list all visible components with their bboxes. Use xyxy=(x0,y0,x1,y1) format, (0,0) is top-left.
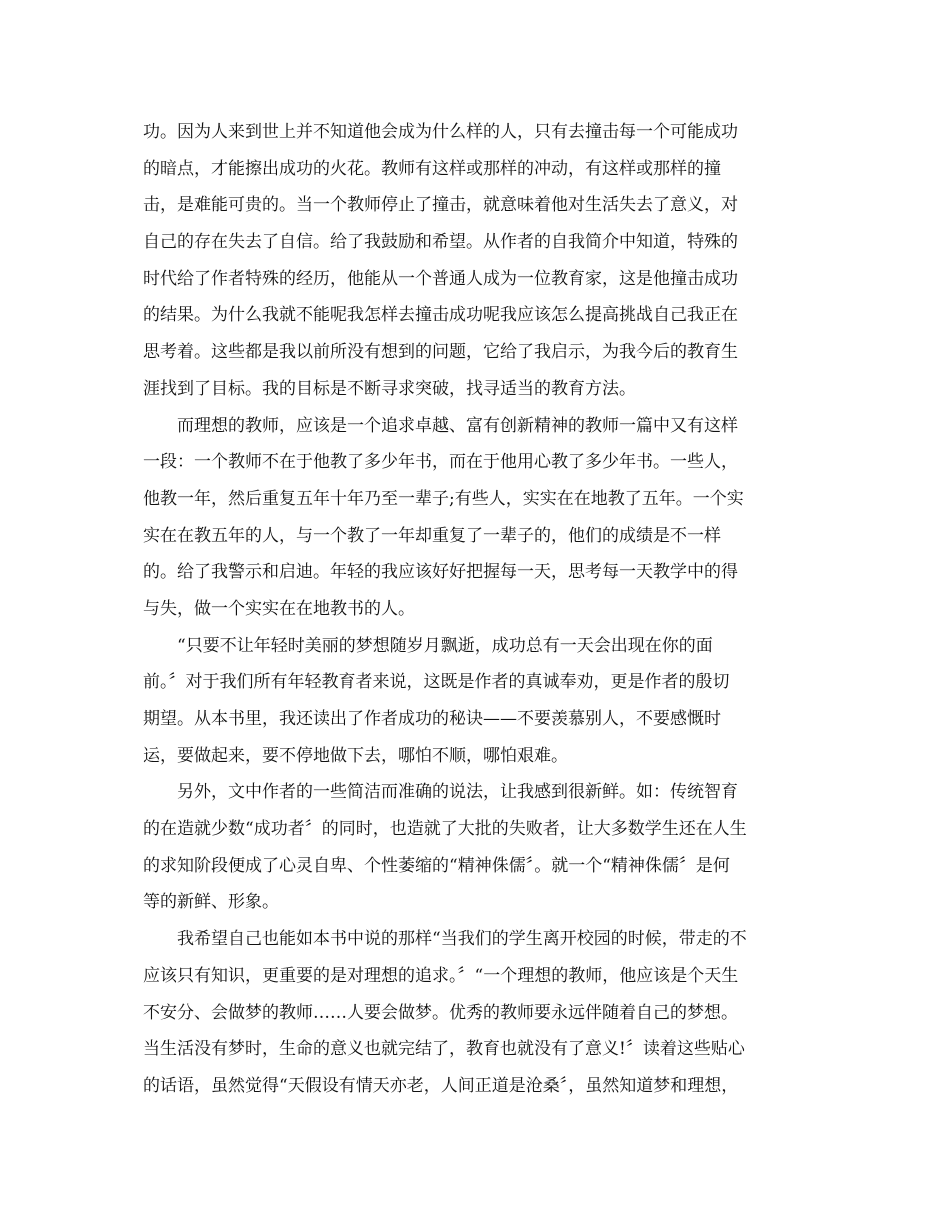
text-line: 的话语，虽然觉得“天假设有情天亦老，人间正道是沧桑〞，虽然知道梦和理想， xyxy=(143,1075,739,1096)
text-line: 的暗点，才能擦出成功的火花。教师有这样或那样的冲动，有这样或那样的撞 xyxy=(143,158,721,179)
text-line: 击，是难能可贵的。当一个教师停止了撞击，就意味着他对生活失去了意义，对 xyxy=(143,195,738,216)
text-line: 应该只有知识，更重要的是对理想的追求。〞“一个理想的教师，他应该是个天生 xyxy=(143,965,739,986)
text-line: 实在在教五年的人，与一个教了一年却重复了一辈子的，他们的成绩是不一样 xyxy=(143,525,721,546)
document-body xyxy=(143,114,807,1105)
paragraph-start-line: 另外，文中作者的一些简洁而准确的说法，让我感到很新鲜。如：传统智育 xyxy=(177,782,738,803)
text-line: 运，要做起来，要不停地做下去，哪怕不顺，哪怕艰难。 xyxy=(143,745,568,766)
text-line: 的结果。为什么我就不能呢我怎样去撞击成功呢我应该怎么提高挑战自己我正在 xyxy=(143,305,738,326)
text-line: 涯找到了目标。我的目标是不断寻求突破，找寻适当的教育方法。 xyxy=(143,378,636,399)
text-line: 与失，做一个实实在在地教书的人。 xyxy=(143,598,415,619)
text-line: 的。给了我警示和启迪。年轻的我应该好好把握每一天，思考每一天教学中的得 xyxy=(143,562,738,583)
text-line: 不安分、会做梦的教师……人要会做梦。优秀的教师要永远伴随着自己的梦想。 xyxy=(143,1002,738,1023)
text-line: 自己的存在失去了自信。给了我鼓励和希望。从作者的自我简介中知道，特殊的 xyxy=(143,232,738,253)
text-line: 功。因为人来到世上并不知道他会成为什么样的人，只有去撞击每一个可能成功 xyxy=(143,122,738,142)
paragraph-start-line: 我希望自己也能如本书中说的那样“当我们的学生离开校园的时候，带走的不 xyxy=(177,929,747,950)
text-line: 的在造就少数“成功者〞的同时，也造就了大批的失败者，让大多数学生还在人生 xyxy=(143,819,747,840)
text-line: 一段：一个教师不在于他教了多少年书，而在于他用心教了多少年书。一些人， xyxy=(143,452,738,473)
text-line: 当生活没有梦时，生命的意义也就完结了，教育也就没有了意义!〞读着这些贴心 xyxy=(143,1039,745,1060)
text-line: 的求知阶段便成了心灵自卑、个性萎缩的“精神侏儒〞。就一个“精神侏儒〞是何 xyxy=(143,855,730,876)
paragraph-start-line: “只要不让年轻时美丽的梦想随岁月飘逝，成功总有一天会出现在你的面 xyxy=(177,635,713,656)
paragraph-start-line: 而理想的教师，应该是一个追求卓越、富有创新精神的教师一篇中又有这样 xyxy=(177,415,738,436)
text-line: 思考着。这些都是我以前所没有想到的问题，它给了我启示，为我今后的教育生 xyxy=(143,342,738,363)
text-line: 他教一年，然后重复五年十年乃至一辈子;有些人，实实在在地教了五年。一个实 xyxy=(143,488,744,509)
text-line: 时代给了作者特殊的经历，他能从一个普通人成为一位教育家，这是他撞击成功 xyxy=(143,268,738,289)
text-line: 期望。从本书里，我还读出了作者成功的秘诀——不要羡慕别人，不要感慨时 xyxy=(143,709,721,729)
text-line: 等的新鲜、形象。 xyxy=(143,892,279,913)
text-line: 前。〞对于我们所有年轻教育者来说，这既是作者的真诚奉劝，更是作者的殷切 xyxy=(143,672,730,693)
